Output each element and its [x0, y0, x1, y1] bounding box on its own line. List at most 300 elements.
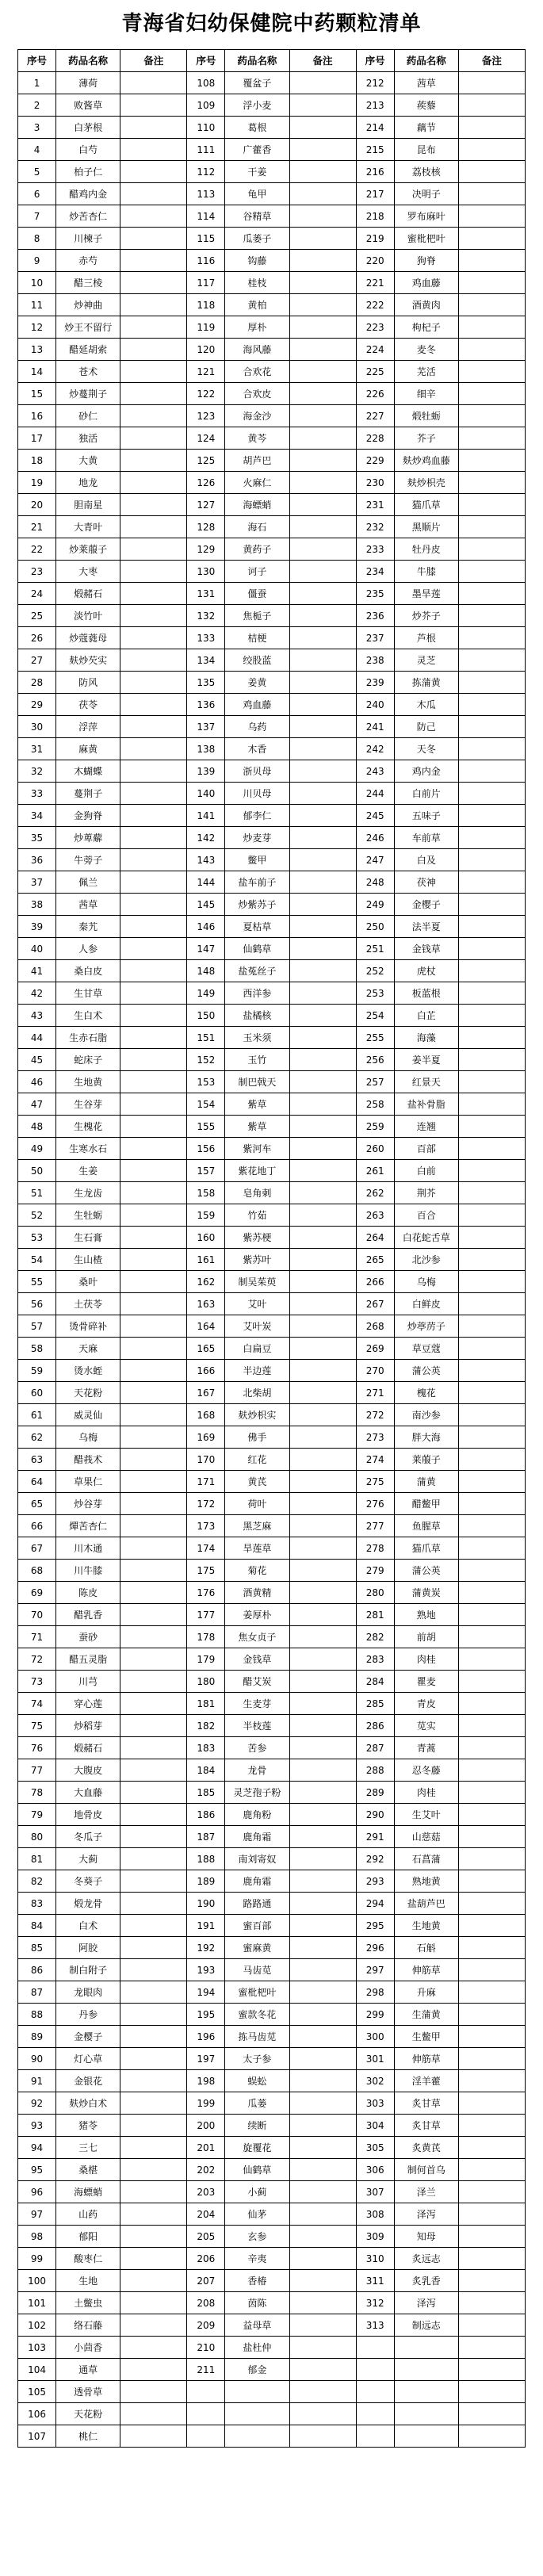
row-number: 82: [18, 1870, 56, 1893]
row-number: 55: [18, 1271, 56, 1293]
row-number: 17: [18, 427, 56, 450]
remark-cell: [289, 649, 356, 672]
medicine-name: 白芍: [56, 139, 120, 161]
medicine-name: 人参: [56, 938, 120, 960]
table-row: [18, 2248, 526, 2270]
table-row: [18, 2337, 526, 2359]
remark-cell: [120, 960, 187, 982]
medicine-name: 紫苏叶: [225, 1249, 289, 1271]
row-number: 197: [187, 2048, 225, 2070]
table-row: [18, 2004, 526, 2026]
medicine-name: 盐车前子: [225, 871, 289, 894]
medicine-name: [394, 2359, 458, 2381]
remark-cell: [120, 1693, 187, 1715]
remark-cell: [458, 94, 525, 117]
remark-cell: [289, 1471, 356, 1493]
row-number: 180: [187, 1671, 225, 1693]
row-number: 20: [18, 494, 56, 516]
row-number: 89: [18, 2026, 56, 2048]
row-number: 1: [18, 72, 56, 94]
medicine-name: 鳖甲: [225, 849, 289, 871]
row-number: 139: [187, 760, 225, 783]
row-number: 223: [356, 316, 394, 339]
table-row: [18, 538, 526, 561]
table-header-row: [18, 50, 526, 72]
row-number: 297: [356, 1959, 394, 1981]
row-number: 292: [356, 1848, 394, 1870]
remark-cell: [458, 272, 525, 294]
medicine-name: 败酱草: [56, 94, 120, 117]
row-number: 113: [187, 183, 225, 205]
row-number: 164: [187, 1315, 225, 1338]
row-number: 142: [187, 827, 225, 849]
medicine-name: 制何首乌: [394, 2159, 458, 2181]
row-number: 5: [18, 161, 56, 183]
row-number: 36: [18, 849, 56, 871]
medicine-name: 芦根: [394, 627, 458, 649]
remark-cell: [120, 294, 187, 316]
medicine-name: 龙眼肉: [56, 1981, 120, 2004]
row-number: 284: [356, 1671, 394, 1693]
row-number: 178: [187, 1626, 225, 1648]
medicine-name: 蜜麻黄: [225, 1937, 289, 1959]
row-number: 96: [18, 2181, 56, 2203]
table-row: [18, 2181, 526, 2203]
row-number: 274: [356, 1449, 394, 1471]
row-number: 156: [187, 1138, 225, 1160]
row-number: 101: [18, 2292, 56, 2314]
medicine-name: 桑白皮: [56, 960, 120, 982]
medicine-name: 炙甘草: [394, 2092, 458, 2115]
remark-cell: [289, 250, 356, 272]
row-number: 99: [18, 2248, 56, 2270]
remark-cell: [458, 250, 525, 272]
medicine-name: 姜厚朴: [225, 1604, 289, 1626]
medicine-name: 烫骨碎补: [56, 1315, 120, 1338]
remark-cell: [120, 2425, 187, 2448]
row-number: 238: [356, 649, 394, 672]
remark-cell: [289, 2314, 356, 2337]
row-number: 190: [187, 1893, 225, 1915]
table-row: [18, 2381, 526, 2403]
remark-cell: [120, 1249, 187, 1271]
remark-cell: [120, 1005, 187, 1027]
row-number: 136: [187, 694, 225, 716]
medicine-name: 木瓜: [394, 694, 458, 716]
row-number: 13: [18, 339, 56, 361]
medicine-name: 透骨草: [56, 2381, 120, 2403]
medicine-name: 炒稻芽: [56, 1715, 120, 1737]
remark-cell: [120, 2070, 187, 2092]
remark-cell: [289, 472, 356, 494]
row-number: 272: [356, 1404, 394, 1426]
medicine-name: 蔓荆子: [56, 783, 120, 805]
row-number: 171: [187, 1471, 225, 1493]
medicine-name: 黄柏: [225, 294, 289, 316]
remark-cell: [120, 117, 187, 139]
medicine-name: 蚕砂: [56, 1626, 120, 1648]
medicine-name: 狗脊: [394, 250, 458, 272]
remark-cell: [458, 1093, 525, 1116]
table-row: [18, 2137, 526, 2159]
medicine-name: 夏枯草: [225, 916, 289, 938]
medicine-name: 黄芪: [225, 1471, 289, 1493]
row-number: 291: [356, 1826, 394, 1848]
remark-cell: [458, 450, 525, 472]
table-row: [18, 1138, 526, 1160]
remark-cell: [289, 494, 356, 516]
medicine-name: 蒲公英: [394, 1560, 458, 1582]
remark-cell: [458, 72, 525, 94]
row-number: 157: [187, 1160, 225, 1182]
medicine-name: 墨旱莲: [394, 583, 458, 605]
row-number: 244: [356, 783, 394, 805]
row-number: 150: [187, 1005, 225, 1027]
remark-cell: [458, 516, 525, 538]
table-row: [18, 250, 526, 272]
row-number: 137: [187, 716, 225, 738]
row-number: 213: [356, 94, 394, 117]
remark-cell: [120, 2092, 187, 2115]
medicine-name: 苦参: [225, 1737, 289, 1759]
remark-cell: [120, 1071, 187, 1093]
row-number: 221: [356, 272, 394, 294]
medicine-name: 蜜百部: [225, 1915, 289, 1937]
remark-cell: [289, 1426, 356, 1449]
remark-cell: [120, 1449, 187, 1471]
remark-cell: [289, 1027, 356, 1049]
remark-cell: [458, 1715, 525, 1737]
medicine-name: 知母: [394, 2226, 458, 2248]
row-number: 169: [187, 1426, 225, 1449]
row-number: 286: [356, 1715, 394, 1737]
medicine-name: 熟地: [394, 1604, 458, 1626]
row-number: 90: [18, 2048, 56, 2070]
table-row: [18, 561, 526, 583]
remark-cell: [458, 1138, 525, 1160]
remark-cell: [458, 294, 525, 316]
remark-cell: [458, 2115, 525, 2137]
remark-cell: [120, 1093, 187, 1116]
remark-cell: [120, 316, 187, 339]
medicine-name: 大黄: [56, 450, 120, 472]
medicine-name: 广藿香: [225, 139, 289, 161]
medicine-name: 炒苦杏仁: [56, 205, 120, 228]
remark-cell: [289, 1116, 356, 1138]
remark-cell: [289, 716, 356, 738]
remark-cell: [458, 871, 525, 894]
table-row: [18, 294, 526, 316]
row-number: 47: [18, 1093, 56, 1116]
row-number: 240: [356, 694, 394, 716]
medicine-name: 土茯苓: [56, 1293, 120, 1315]
medicine-name: 冬葵子: [56, 1870, 120, 1893]
remark-cell: [458, 1915, 525, 1937]
medicine-name: 炒葶苈子: [394, 1315, 458, 1338]
remark-cell: [120, 716, 187, 738]
remark-cell: [120, 2226, 187, 2248]
row-number: 293: [356, 1870, 394, 1893]
row-number: 63: [18, 1449, 56, 1471]
row-number: 191: [187, 1915, 225, 1937]
row-number: 60: [18, 1382, 56, 1404]
row-number: 181: [187, 1693, 225, 1715]
row-number: 295: [356, 1915, 394, 1937]
row-number: 102: [18, 2314, 56, 2337]
row-number: 247: [356, 849, 394, 871]
remark-cell: [120, 1959, 187, 1981]
row-number: 210: [187, 2337, 225, 2359]
medicine-name: 马齿苋: [225, 1959, 289, 1981]
medicine-name: 葛根: [225, 117, 289, 139]
row-number: 110: [187, 117, 225, 139]
table-row: [18, 760, 526, 783]
medicine-name: 地骨皮: [56, 1804, 120, 1826]
medicine-name: 艾叶炭: [225, 1315, 289, 1338]
row-number: 11: [18, 294, 56, 316]
medicine-name: 牡丹皮: [394, 538, 458, 561]
medicine-name: 前胡: [394, 1626, 458, 1648]
table-row: [18, 339, 526, 361]
medicine-name: 川贝母: [225, 783, 289, 805]
medicine-name: 大血藤: [56, 1782, 120, 1804]
remark-cell: [458, 2425, 525, 2448]
remark-cell: [458, 916, 525, 938]
table-row: [18, 2359, 526, 2381]
remark-cell: [289, 938, 356, 960]
remark-cell: [458, 1404, 525, 1426]
remark-cell: [289, 1737, 356, 1759]
header-no: 序号: [356, 50, 394, 72]
row-number: 124: [187, 427, 225, 450]
row-number: 269: [356, 1338, 394, 1360]
medicine-name: 炒芥子: [394, 605, 458, 627]
remark-cell: [458, 1315, 525, 1338]
row-number: 53: [18, 1227, 56, 1249]
medicine-name: 天花粉: [56, 2403, 120, 2425]
medicine-name: 海螵蛸: [225, 494, 289, 516]
row-number: 7: [18, 205, 56, 228]
medicine-name: 续断: [225, 2115, 289, 2137]
medicine-name: 海风藤: [225, 339, 289, 361]
row-number: 68: [18, 1560, 56, 1582]
remark-cell: [120, 472, 187, 494]
medicine-name: 槐花: [394, 1382, 458, 1404]
remark-cell: [120, 605, 187, 627]
medicine-name: 菊花: [225, 1560, 289, 1582]
medicine-name: [394, 2403, 458, 2425]
row-number: 313: [356, 2314, 394, 2337]
row-number: 14: [18, 361, 56, 383]
medicine-name: 荆芥: [394, 1182, 458, 1204]
medicine-name: 胡芦巴: [225, 450, 289, 472]
table-row: [18, 1160, 526, 1182]
table-row: [18, 1449, 526, 1471]
remark-cell: [289, 1715, 356, 1737]
row-number: 256: [356, 1049, 394, 1071]
medicine-name: 旋覆花: [225, 2137, 289, 2159]
remark-cell: [289, 827, 356, 849]
medicine-name: 醋五灵脂: [56, 1648, 120, 1671]
medicine-name: 红花: [225, 1449, 289, 1471]
medicine-name: 旱莲草: [225, 1537, 289, 1560]
remark-cell: [289, 982, 356, 1005]
row-number: 71: [18, 1626, 56, 1648]
medicine-name: 穿心莲: [56, 1693, 120, 1715]
medicine-name: 炒王不留行: [56, 316, 120, 339]
row-number: 305: [356, 2137, 394, 2159]
medicine-name: 忍冬藤: [394, 1759, 458, 1782]
medicine-name: 焦女贞子: [225, 1626, 289, 1648]
row-number: 237: [356, 627, 394, 649]
table-row: [18, 627, 526, 649]
table-row: [18, 2226, 526, 2248]
remark-cell: [289, 871, 356, 894]
medicine-name: 荔枝核: [394, 161, 458, 183]
row-number: 179: [187, 1648, 225, 1671]
medicine-name: 鹿角粉: [225, 1804, 289, 1826]
remark-cell: [120, 1715, 187, 1737]
remark-cell: [458, 2026, 525, 2048]
table-row: [18, 183, 526, 205]
medicine-name: 白及: [394, 849, 458, 871]
remark-cell: [458, 1804, 525, 1826]
medicine-name: 胆南星: [56, 494, 120, 516]
remark-cell: [289, 1537, 356, 1560]
medicine-name: 鸡内金: [394, 760, 458, 783]
remark-cell: [120, 450, 187, 472]
row-number: 264: [356, 1227, 394, 1249]
table-row: [18, 1582, 526, 1604]
medicine-name: 青蒿: [394, 1737, 458, 1759]
row-number: 141: [187, 805, 225, 827]
row-number: 188: [187, 1848, 225, 1870]
row-number: 202: [187, 2159, 225, 2181]
medicine-name: 火麻仁: [225, 472, 289, 494]
table-row: [18, 1915, 526, 1937]
table-row: [18, 1648, 526, 1671]
remark-cell: [289, 805, 356, 827]
row-number: 216: [356, 161, 394, 183]
remark-cell: [458, 139, 525, 161]
medicine-name: 燀苦杏仁: [56, 1515, 120, 1537]
remark-cell: [120, 1227, 187, 1249]
row-number: 133: [187, 627, 225, 649]
table-row: [18, 228, 526, 250]
table-row: [18, 605, 526, 627]
remark-cell: [289, 2048, 356, 2070]
table-row: [18, 1493, 526, 1515]
remark-cell: [458, 1671, 525, 1693]
medicine-name: 蜜枇杷叶: [394, 228, 458, 250]
medicine-name: 生姜: [56, 1160, 120, 1182]
remark-cell: [289, 2115, 356, 2137]
row-number: 58: [18, 1338, 56, 1360]
remark-cell: [289, 450, 356, 472]
row-number: 304: [356, 2115, 394, 2137]
remark-cell: [120, 2337, 187, 2359]
remark-cell: [458, 1737, 525, 1759]
table-row: [18, 316, 526, 339]
remark-cell: [458, 2092, 525, 2115]
header-name: 药品名称: [225, 50, 289, 72]
medicine-name: 浙贝母: [225, 760, 289, 783]
remark-cell: [458, 694, 525, 716]
medicine-name: 蒺藜: [394, 94, 458, 117]
remark-cell: [458, 760, 525, 783]
row-number: 147: [187, 938, 225, 960]
row-number: 155: [187, 1116, 225, 1138]
medicine-name: [225, 2381, 289, 2403]
medicine-name: 天麻: [56, 1338, 120, 1360]
row-number: 192: [187, 1937, 225, 1959]
remark-cell: [289, 2203, 356, 2226]
remark-cell: [458, 1893, 525, 1915]
table-row: [18, 827, 526, 849]
table-row: [18, 1870, 526, 1893]
row-number: 25: [18, 605, 56, 627]
table-row: [18, 1737, 526, 1759]
medicine-name: 紫苏梗: [225, 1227, 289, 1249]
remark-cell: [289, 2026, 356, 2048]
row-number: 189: [187, 1870, 225, 1893]
table-row: [18, 716, 526, 738]
row-number: 50: [18, 1160, 56, 1182]
remark-cell: [120, 2159, 187, 2181]
remark-cell: [289, 2181, 356, 2203]
row-number: 282: [356, 1626, 394, 1648]
row-number: 129: [187, 538, 225, 561]
remark-cell: [458, 1693, 525, 1715]
remark-cell: [458, 2159, 525, 2181]
medicine-name: 盐杜仲: [225, 2337, 289, 2359]
row-number: 174: [187, 1537, 225, 1560]
row-number: 104: [18, 2359, 56, 2381]
remark-cell: [120, 1981, 187, 2004]
remark-cell: [289, 1404, 356, 1426]
medicine-name: 炙远志: [394, 2248, 458, 2270]
remark-cell: [120, 383, 187, 405]
medicine-name: [394, 2425, 458, 2448]
row-number: 239: [356, 672, 394, 694]
medicine-name: 海螵蛸: [56, 2181, 120, 2203]
remark-cell: [120, 1915, 187, 1937]
medicine-name: 生地黄: [56, 1071, 120, 1093]
remark-cell: [289, 672, 356, 694]
remark-cell: [458, 583, 525, 605]
remark-cell: [289, 1782, 356, 1804]
table-row: [18, 1227, 526, 1249]
remark-cell: [120, 583, 187, 605]
row-number: 35: [18, 827, 56, 849]
remark-cell: [458, 2314, 525, 2337]
row-number: 268: [356, 1315, 394, 1338]
remark-cell: [120, 1804, 187, 1826]
medicine-name: 鹿角霜: [225, 1870, 289, 1893]
medicine-name: 草果仁: [56, 1471, 120, 1493]
table-row: [18, 72, 526, 94]
remark-cell: [458, 1293, 525, 1315]
row-number: 265: [356, 1249, 394, 1271]
remark-cell: [120, 205, 187, 228]
medicine-name: 灯心草: [56, 2048, 120, 2070]
medicine-name: 姜黄: [225, 672, 289, 694]
medicine-name: 白芷: [394, 1005, 458, 1027]
remark-cell: [458, 2203, 525, 2226]
row-number: 8: [18, 228, 56, 250]
table-row: [18, 1360, 526, 1382]
row-number: 309: [356, 2226, 394, 2248]
